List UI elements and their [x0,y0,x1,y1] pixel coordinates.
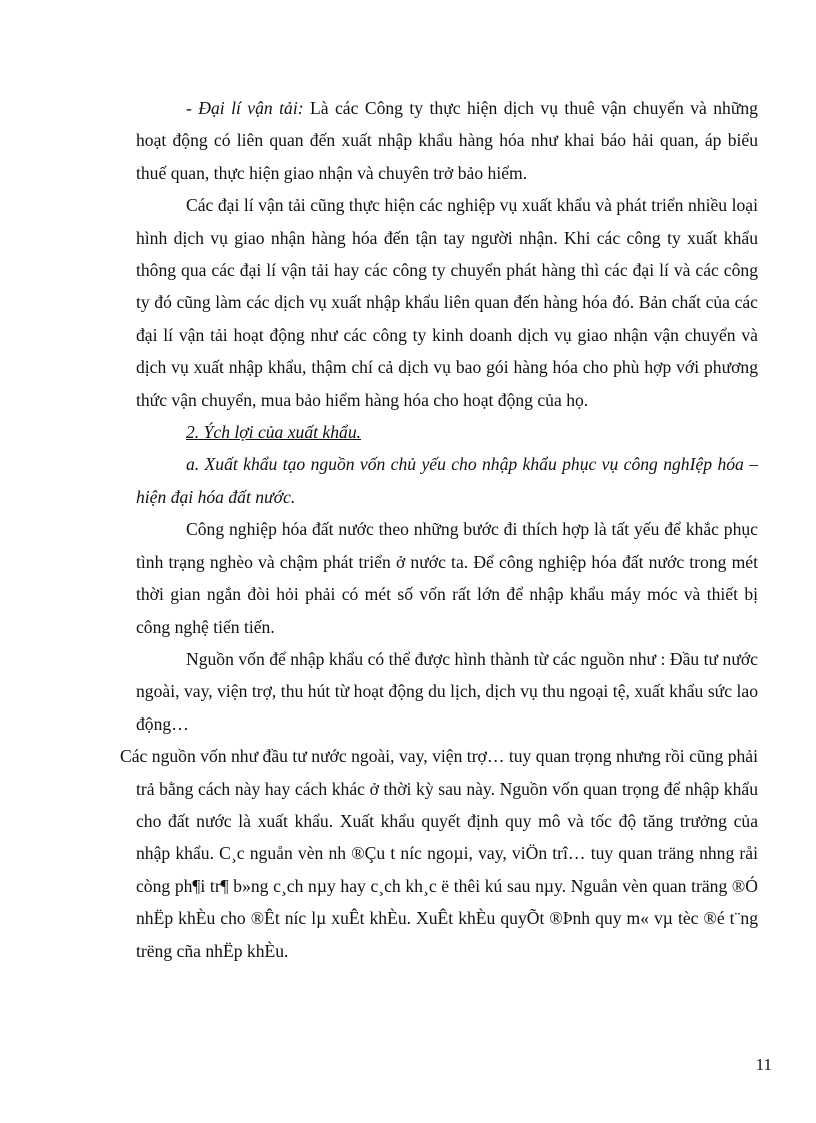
body-text [120,92,758,967]
paragraph-import-capital: Các nguồn vốn như đầu tư nước ngoài, vay, viện trợ… tuy quan trọng nhưng rồi cũng phải trả bằng cách này hay cách khác ở thời kỳ sau này. Nguồn vốn quan trọng để nhập khẩu cho đất nước là xuất khẩu. Xuất khẩu quyết định quy mô và tốc độ tăng trưởng của nhập khẩu. C¸c nguån vèn nh ®Çu t níc ngoµi, vay, viÖn trî… tuy quan träng nhng råi còng ph¶i tr¶ b»ng c¸ch nµy hay c¸ch kh¸c ë thêi kú sau nµy. Nguån vèn quan träng ®Ó nhËp khÈu cho ®Êt níc lµ xuÊt khÈu. XuÊt khÈu quyÕt ®Þnh quy m« vµ tèc ®é t¨ng trëng cña nhËp khÈu. [120,746,758,961]
paragraph-transport-agent-text: Là các Công ty thực hiện dịch vụ thuê vận chuyển và những hoạt động có liên quan đến xuất nhập khẩu hàng hóa như khai báo hải quan, áp biểu thuế quan, thực hiện giao nhận và chuyên trở bảo hiểm. [136,98,758,183]
term-transport-agent: - Đại lí vận tải: [186,98,304,118]
paragraph-transport-agent [136,92,758,189]
paragraph-capital-sources: Nguồn vốn để nhập khẩu có thể được hình thành từ các nguồn như : Đầu tư nước ngoài, vay, viện trợ, thu hút từ hoạt động du lịch, dịch vụ thu ngoại tệ, xuất khẩu sức lao động… [136,648,758,734]
paragraph-industrialization: Công nghiệp hóa đất nước theo những bước đi thích hợp là tất yếu để khắc phục tình trạng nghèo và chậm phát triển ở nước ta. Để công nghiệp hóa đất nước trong mét thời gian ngắn đòi hỏi phải có mét số vốn rất lớn để nhập khẩu máy móc và thiết bị công nghệ tiến tiến. [136,519,758,637]
subsection-heading: a. Xuất khẩu tạo nguồn vốn chủ yếu cho nhập khẩu phục vụ công nghIệp hóa – hiện đại hóa đất nước. [136,454,758,507]
paragraph-agent-services: Các đại lí vận tải cũng thực hiện các nghiệp vụ xuất khẩu và phát triển nhiều loại hình dịch vụ giao nhận hàng hóa đến tận tay người nhận. Khi các công ty xuất khẩu thông qua các đại lí vận tải hay các công ty chuyển phát hàng thì các đại lí và các công ty đó cũng làm các dịch vụ xuất nhập khẩu liên quan đến hàng hóa đó. Bản chất của các đại lí vận tải hoạt động như các công ty kinh doanh dịch vụ giao nhận vận chuyển và dịch vụ xuất nhập khẩu, thậm chí cả dịch vụ bao gói hàng hóa cho phù hợp với phương thức vận chuyển, mua bảo hiểm hàng hóa cho hoạt động của họ. [136,195,758,410]
section-heading [136,416,758,448]
page-number: 11 [755,1055,772,1074]
section-heading-text: 2. Ých lợi của xuất khẩu. [186,422,362,443]
